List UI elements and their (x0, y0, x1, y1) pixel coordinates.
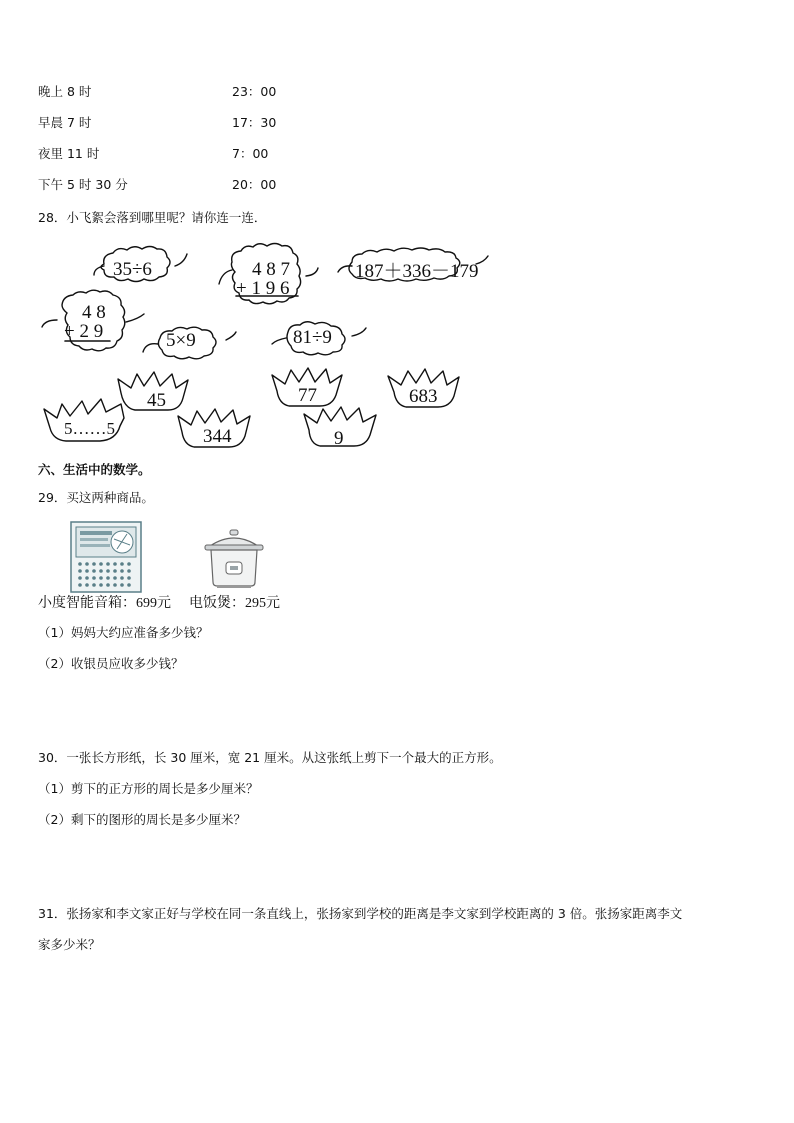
question-30-part-2: （2）剩下的图形的周长是多少厘米？ (38, 812, 246, 827)
time-label-2: 早晨 7 时 (38, 115, 92, 130)
grass-2-answer: 45 (147, 390, 166, 411)
question-30-part-1: （1）剪下的正方形的周长是多少厘米？ (38, 781, 259, 796)
question-29-part-1: （1）妈妈大约应准备多少钱？ (38, 625, 209, 640)
section-6-title: 六、生活中的数学。 (38, 462, 151, 477)
time-label-1: 晚上 8 时 (38, 84, 92, 99)
time-label-3: 夜里 11 时 (38, 146, 100, 161)
question-31-line-1: 31．张扬家和李文家正好与学校在同一条直线上，张扬家到学校的距离是李文家到学校距离的 3 倍。张扬家距离李文 (38, 906, 683, 921)
question-28: 28．小飞絮会落到哪里呢？请你连一连． (38, 210, 267, 225)
rice-cooker-image (203, 528, 265, 590)
question-31-line-2: 家多少米？ (38, 937, 101, 952)
grass-4-answer: 77 (298, 385, 317, 406)
cloud-1-expression: 35÷6 (113, 259, 152, 280)
grass-5-answer: 9 (334, 428, 344, 449)
cloud-3-expression: 187＋336－179 (355, 261, 479, 282)
question-29: 29．买这两种商品。 (38, 490, 154, 505)
cloud-2-top: 4 8 7 (252, 259, 290, 280)
matching-illustration (0, 0, 794, 470)
rice-cooker-price-label: 电饭煲：295元 (189, 596, 280, 611)
time-value-2: 17：30 (232, 115, 277, 130)
cloud-2-bottom: + 1 9 6 (236, 278, 290, 299)
grass-6-answer: 683 (409, 386, 438, 407)
grass-3-answer: 344 (203, 426, 232, 447)
time-value-3: 7：00 (232, 146, 269, 161)
cloud-5-expression: 5×9 (166, 330, 196, 351)
smart-speaker-price-label: 小度智能音箱：699元 (38, 596, 171, 611)
time-value-4: 20：00 (232, 177, 277, 192)
cloud-6-expression: 81÷9 (293, 327, 332, 348)
smart-speaker-image (70, 521, 142, 593)
question-30: 30．一张长方形纸，长 30 厘米，宽 21 厘米。从这张纸上剪下一个最大的正方形。 (38, 750, 502, 765)
grass-1-answer: 5……5 (64, 419, 115, 438)
time-label-4: 下午 5 时 30 分 (38, 177, 128, 192)
cloud-4-bottom: + 2 9 (64, 321, 104, 342)
time-value-1: 23：00 (232, 84, 277, 99)
cloud-4-top: 4 8 (82, 302, 106, 323)
question-29-part-2: （2）收银员应收多少钱？ (38, 656, 184, 671)
